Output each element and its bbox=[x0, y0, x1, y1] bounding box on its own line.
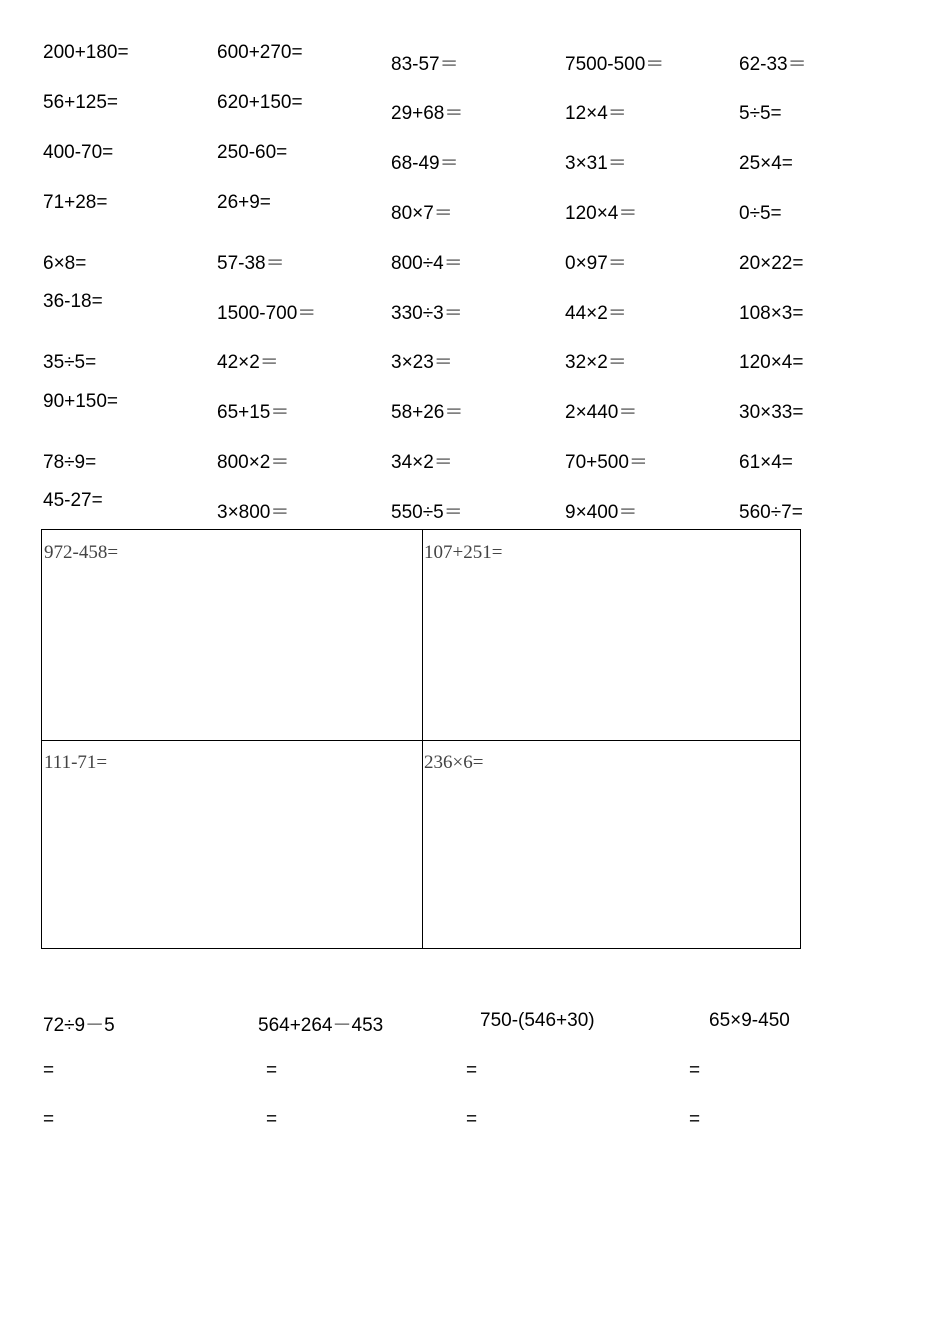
mixed-expr-3: 750-(546+30) bbox=[480, 1010, 595, 1031]
oral-problem: 560÷7= bbox=[739, 502, 803, 523]
oral-problem: 120×4＝ bbox=[565, 203, 638, 224]
mixed-expr-2-step2: = bbox=[266, 1109, 278, 1130]
oral-problem: 78÷9= bbox=[43, 452, 97, 473]
oral-problem: 65+15＝ bbox=[217, 402, 290, 423]
oral-problem: 56+125= bbox=[43, 92, 119, 113]
mixed-expr-4-step1: = bbox=[689, 1060, 701, 1081]
mixed-expr-1: 72÷9－5 bbox=[43, 1015, 115, 1036]
mixed-expr-1-step2: = bbox=[43, 1109, 55, 1130]
oral-problem: 7500-500＝ bbox=[565, 54, 665, 75]
oral-problem: 45-27= bbox=[43, 490, 103, 511]
oral-problem: 26+9= bbox=[217, 192, 271, 213]
mixed-expr-2-step1: = bbox=[266, 1060, 278, 1081]
oral-problem: 120×4= bbox=[739, 352, 804, 373]
oral-problem: 61×4= bbox=[739, 452, 793, 473]
oral-problem: 0÷5= bbox=[739, 203, 782, 224]
oral-problem: 9×400＝ bbox=[565, 502, 638, 523]
oral-problem: 2×440＝ bbox=[565, 402, 638, 423]
oral-problem: 400-70= bbox=[43, 142, 114, 163]
mixed-expr-2: 564+264－453 bbox=[258, 1015, 384, 1036]
oral-problem: 3×800＝ bbox=[217, 502, 290, 523]
grid-problem-1: 972-458= bbox=[44, 542, 119, 563]
grid-problem-3: 111-71= bbox=[44, 752, 108, 773]
oral-problem: 35÷5= bbox=[43, 352, 97, 373]
mixed-expr-3-step1: = bbox=[466, 1060, 478, 1081]
grid-problem-4: 236×6= bbox=[424, 752, 484, 773]
written-calculation-grid bbox=[41, 529, 801, 949]
oral-problem: 800×2＝ bbox=[217, 452, 290, 473]
oral-problem: 83-57＝ bbox=[391, 54, 459, 75]
oral-problem: 3×23＝ bbox=[391, 352, 453, 373]
oral-problem: 108×3= bbox=[739, 303, 804, 324]
oral-problem: 3×31＝ bbox=[565, 153, 627, 174]
oral-problem: 250-60= bbox=[217, 142, 288, 163]
mixed-expr-1-step1: = bbox=[43, 1060, 55, 1081]
oral-problem: 20×22= bbox=[739, 253, 804, 274]
oral-problem: 30×33= bbox=[739, 402, 804, 423]
oral-problem: 550÷5＝ bbox=[391, 502, 463, 523]
oral-problem: 32×2＝ bbox=[565, 352, 627, 373]
oral-problem: 5÷5= bbox=[739, 103, 782, 124]
mixed-expr-4-step2: = bbox=[689, 1109, 701, 1130]
oral-problem: 620+150= bbox=[217, 92, 303, 113]
oral-problem: 36-18= bbox=[43, 291, 103, 312]
oral-problem: 330÷3＝ bbox=[391, 303, 463, 324]
oral-problem: 800÷4＝ bbox=[391, 253, 463, 274]
grid-vertical-divider bbox=[422, 530, 423, 948]
oral-problem: 58+26＝ bbox=[391, 402, 464, 423]
oral-problem: 29+68＝ bbox=[391, 103, 464, 124]
oral-problem: 1500-700＝ bbox=[217, 303, 317, 324]
oral-problem: 62-33＝ bbox=[739, 54, 807, 75]
mixed-expr-3-step2: = bbox=[466, 1109, 478, 1130]
oral-problem: 0×97＝ bbox=[565, 253, 627, 274]
oral-problem: 12×4＝ bbox=[565, 103, 627, 124]
oral-problem: 90+150= bbox=[43, 391, 119, 412]
oral-problem: 25×4= bbox=[739, 153, 793, 174]
oral-problem: 68-49＝ bbox=[391, 153, 459, 174]
oral-problem: 44×2＝ bbox=[565, 303, 627, 324]
oral-problem: 600+270= bbox=[217, 42, 303, 63]
oral-problem: 71+28= bbox=[43, 192, 108, 213]
oral-problem: 42×2＝ bbox=[217, 352, 279, 373]
oral-problem: 57-38＝ bbox=[217, 253, 285, 274]
oral-problem: 80×7＝ bbox=[391, 203, 453, 224]
grid-problem-2: 107+251= bbox=[424, 542, 503, 563]
oral-problem: 6×8= bbox=[43, 253, 87, 274]
oral-problem: 70+500＝ bbox=[565, 452, 648, 473]
grid-horizontal-divider bbox=[42, 740, 800, 741]
oral-problem: 200+180= bbox=[43, 42, 129, 63]
mixed-expr-4: 65×9-450 bbox=[709, 1010, 790, 1031]
oral-problem: 34×2＝ bbox=[391, 452, 453, 473]
